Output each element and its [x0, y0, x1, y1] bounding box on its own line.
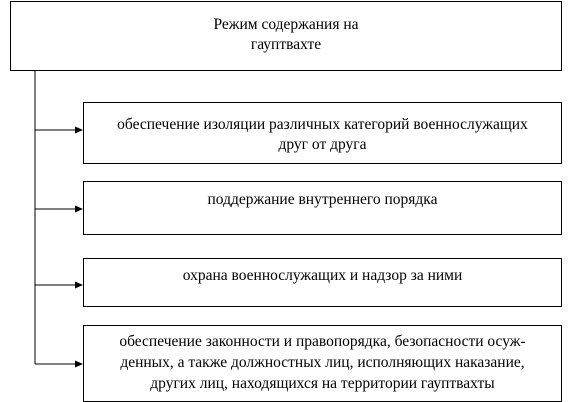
arrow-head-3: [75, 282, 83, 289]
arrow-head-4: [75, 361, 83, 368]
regime-item-label-2: поддержание внутреннего порядка: [207, 191, 438, 208]
regime-item-box-2: [83, 181, 562, 235]
arrow-head-2: [75, 206, 83, 213]
diagram-title-box: [10, 1, 562, 71]
diagram-title: Режим содержания на гауптвахте: [213, 16, 359, 53]
regime-item-box-1: [83, 102, 562, 164]
regime-item-label-1: обеспечение изоляции различных категорий военнослужащих друг от друга: [117, 116, 528, 153]
arrow-head-1: [75, 127, 83, 134]
regime-item-label-4: обеспечение законности и правопорядка, безопасности осуж- денных, а также должностных лиц, исполняющих наказание, других лиц, находящихся на территории гауптвахты: [119, 333, 526, 392]
regime-item-box-4: [83, 325, 562, 402]
regime-item-label-3: охрана военнослужащих и надзор за ними: [182, 267, 463, 284]
regime-item-box-3: [83, 258, 562, 307]
